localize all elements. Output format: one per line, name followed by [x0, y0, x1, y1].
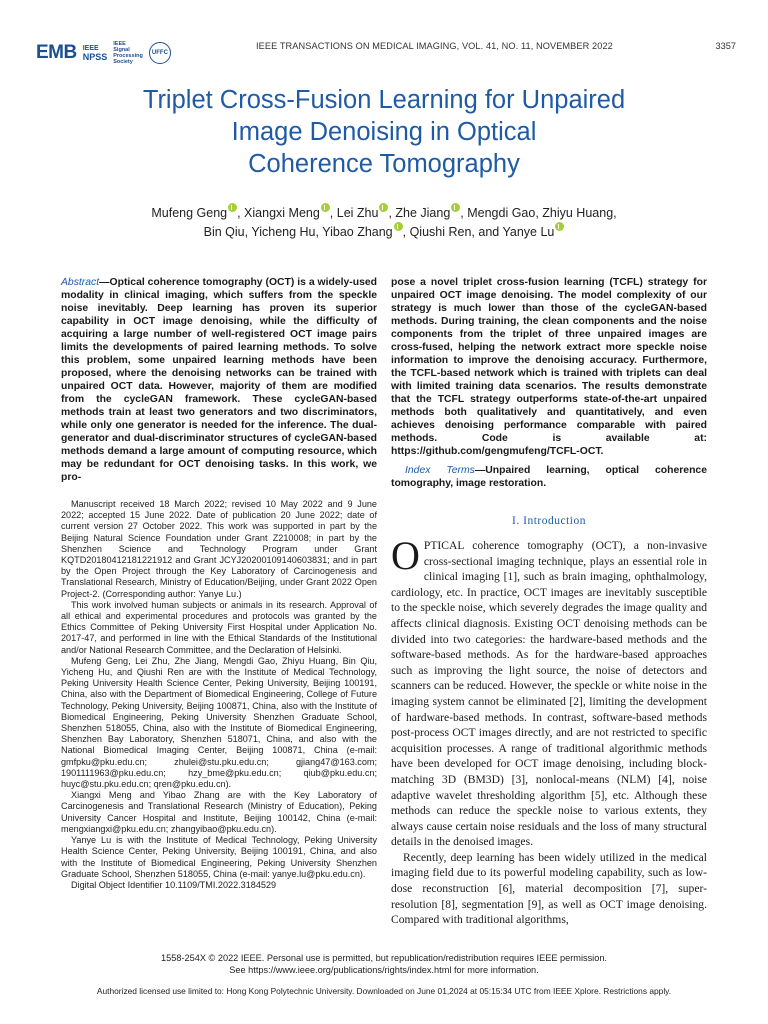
society-logos	[36, 36, 171, 70]
footnotes	[61, 499, 377, 891]
footnote-affiliation-1: Mufeng Geng, Lei Zhu, Zhe Jiang, Mengdi Gao, Zhiyu Huang, Bin Qiu, Yicheng Hu, and Qiushi Ren are with the Institute of Medical Technology, Peking University Health Science Center, Peking University, Beijing 100191, China, also with the Department of Biomedical Engineering, College of Future Technology, Peking University, Beijing 100871, China, also with the Institute of Biomedical Engineering, Peking University Shenzhen Graduate School, Shenzhen 518055, China, also with the Institute of Biomedical Engineering, Shenzhen Bay Laboratory, Shenzhen 518071, China, and also with the National Biomedical Imaging Center, Beijing 100871, China (e-mail: gmfpku@pku.edu.cn; zhulei@stu.pku.edu.cn; gjiang47@163.com; 1901111963@pku.edu.cn; hzy_bme@pku.edu.cn; qiub@pku.edu.cn; huyc@stu.pku.edu.cn; qren@pku.edu.cn).	[61, 655, 377, 790]
page-number: 3357	[715, 41, 736, 51]
abstract-label: Abstract	[61, 277, 100, 288]
author-list: Mufeng Geng , Xiangxi Meng , Lei Zhu , Zhe Jiang , Mengdi Gao, Zhiyu Huang, Bin Qiu, Yicheng Hu, Yibao Zhang , Qiushi Ren, and Yanye Lu	[60, 203, 708, 241]
orcid-icon[interactable]	[228, 203, 237, 212]
footnote-affiliation-3: Yanye Lu is with the Institute of Medical Technology, Peking University Health Science Center, Peking University, Beijing 100191, China, and also with the Institute of Biomedical Engineering, Peking University Shenzhen Graduate School, Shenzhen 518055, China (e-mail: yanye.lu@pku.edu.cn).	[61, 835, 377, 879]
footnote-manuscript: Manuscript received 18 March 2022; revised 10 May 2022 and 9 June 2022; accepted 15 June 2022. Date of publication 20 June 2022; date of current version 27 October 2022. This work was supported in part by the Beijing Natural Science Foundation under Grant Z210008; in part by the Shenzhen Science and Technology Program under Grant KQTD20180412181221912 and Grant JCYJ20200109140603831; and in part by the Open Project through the Key Laboratory of Carcinogenesis and Translational Research, Ministry of Education/Beijing, under Grant 2022 Open Project-2. (Corresponding author: Yanye Lu.)	[61, 499, 377, 599]
orcid-icon[interactable]	[321, 203, 330, 212]
footnote-affiliation-2: Xiangxi Meng and Yibao Zhang are with the Key Laboratory of Carcinogenesis and Translational Research (Ministry of Education), Peking University Cancer Hospital and Institute, Beijing 100142, China (e-mail: mengxiangxi@pku.edu.cn; zhangyibao@pku.edu.cn).	[61, 790, 377, 834]
emb-logo: EMB	[36, 42, 77, 63]
paper-title: Triplet Cross-Fusion Learning for Unpaired Image Denoising in Optical Coherence Tomography	[142, 86, 626, 178]
copyright-notice: 1558-254X © 2022 IEEE. Personal use is permitted, but republication/redistribution requires IEEE permission. See https://www.ieee.org/publications/rights/index.html for more information.	[161, 953, 607, 975]
signal-processing-logo: IEEE Signal Processing Society	[113, 41, 143, 65]
page-header	[36, 36, 736, 70]
introduction-body	[391, 533, 707, 928]
abstract-col1: Abstract—Optical coherence tomography (OCT) is a widely-used modality in clinical imaging, which suffers from the speckle noise inevitably. Deep learning has proven its superior capability in OCT image denoising, while the difficulty of acquiring a large number of well-registered OCT image pairs limits the developments of paired learning methods. To solve this problem, some unpaired learning methods have been proposed, where the denoising networks can be trained with unpaired OCT data. However, majority of them are modified from the cycleGAN framework. These cycleGAN-based methods train at least two generators and two discriminators, while only one generator is needed for the inference. The dual-generator and dual-discriminator structures of cycleGAN-based methods demand a large amount of computing resource, which may be redundant for OCT denoising tasks. In this work, we pro-	[61, 277, 377, 483]
license-notice: Authorized licensed use limited to: Hong Kong Polytechnic University. Downloaded on June 01,2024 at 05:15:34 UTC from IEEE Xplore. Restrictions apply.	[96, 986, 672, 996]
orcid-icon[interactable]	[451, 203, 460, 212]
footnote-doi: Digital Object Identifier 10.1109/TMI.2022.3184529	[71, 879, 277, 890]
uffc-logo: UFFC	[149, 42, 171, 64]
abstract-col2: pose a novel triplet cross-fusion learning (TCFL) strategy for unpaired OCT image denoising. The model complexity of our strategy is much lower than those of the cycleGAN-based methods. During training, the clean components and the noise components from the triplet of three unpaired images are cross-fused, helping the network extract more speckle noise information to improve the denoising accuracy. Furthermore, the TCFL-based network which is trained with triplets can deal with limited training data scenarios. The results demonstrate that the TCFL strategy outperforms state-of-the-art unpaired methods both qualitatively and quantitatively, and even achieves denoising performance comparable with paired methods. Code is available at: https://github.com/gengmufeng/TCFL-OCT.	[391, 277, 707, 457]
intro-paragraph: OPTICAL coherence tomography (OCT), a non-invasive cross-sectional imaging technique, plays an essential role in clinical imaging [1], such as brain imaging, ophthalmology, cardiology, etc. In practice, OCT images are inevitably susceptible to the speckle noise, which severely degrades the image quality and affects clinical diagnosis. Existing OCT denoising methods can be divided into two categories: the hardware-based methods and the software-based methods. As for the hardware-based approaches such as improving the light source, the noise of detectors and scanners can be reduced. However, the speckle or white noise in the imaging system cannot be eliminated [2], limiting the development of hardware-based methods. In contrast, software-based methods post-process OCT images directly, and are not restricted to specific acquisition processes. A range of traditional algorithmic methods have been developed for OCT image denoising, including block-matching 3D (BM3D) [3], nonlocal-means (NLM) [4], noise adaptive wavelet thresholding algorithm [5], etc. Although these methods can reduce the speckle noise to various extents, they always cause certain noise residuals and the loss of many structural details in the denoised images.	[391, 533, 707, 849]
footnote-ethics: This work involved human subjects or animals in its research. Approval of all ethical and experimental procedures and protocols was granted by the Ethics Committee of Peking University First Hospital under Application No. 2017-47, and performed in line with the Ethical Standards of the Institutional and/or National Research Committee, and the Declaration of Helsinki.	[61, 599, 377, 655]
ieee-npss-logo: IEEE NPSS	[82, 44, 108, 62]
intro-paragraph: Recently, deep learning has been widely utilized in the medical imaging field due to its powerful modeling capability, such as low-dose reconstruction [6], material decomposition [7], super-resolution [8], segmentation [9], as well as OCT image denoising. Compared with traditional algorithms,	[391, 850, 707, 927]
drop-cap: O	[391, 533, 420, 578]
journal-title: IEEE TRANSACTIONS ON MEDICAL IMAGING, VOL. 41, NO. 11, NOVEMBER 2022	[256, 41, 613, 51]
index-terms-label: Index Terms	[405, 465, 475, 476]
orcid-icon[interactable]	[394, 222, 403, 231]
section-heading-introduction: I. Introduction	[512, 515, 586, 527]
orcid-icon[interactable]	[555, 222, 564, 231]
index-terms: Index Terms—Unpaired learning, optical coherence tomography, image restoration.	[391, 465, 707, 489]
